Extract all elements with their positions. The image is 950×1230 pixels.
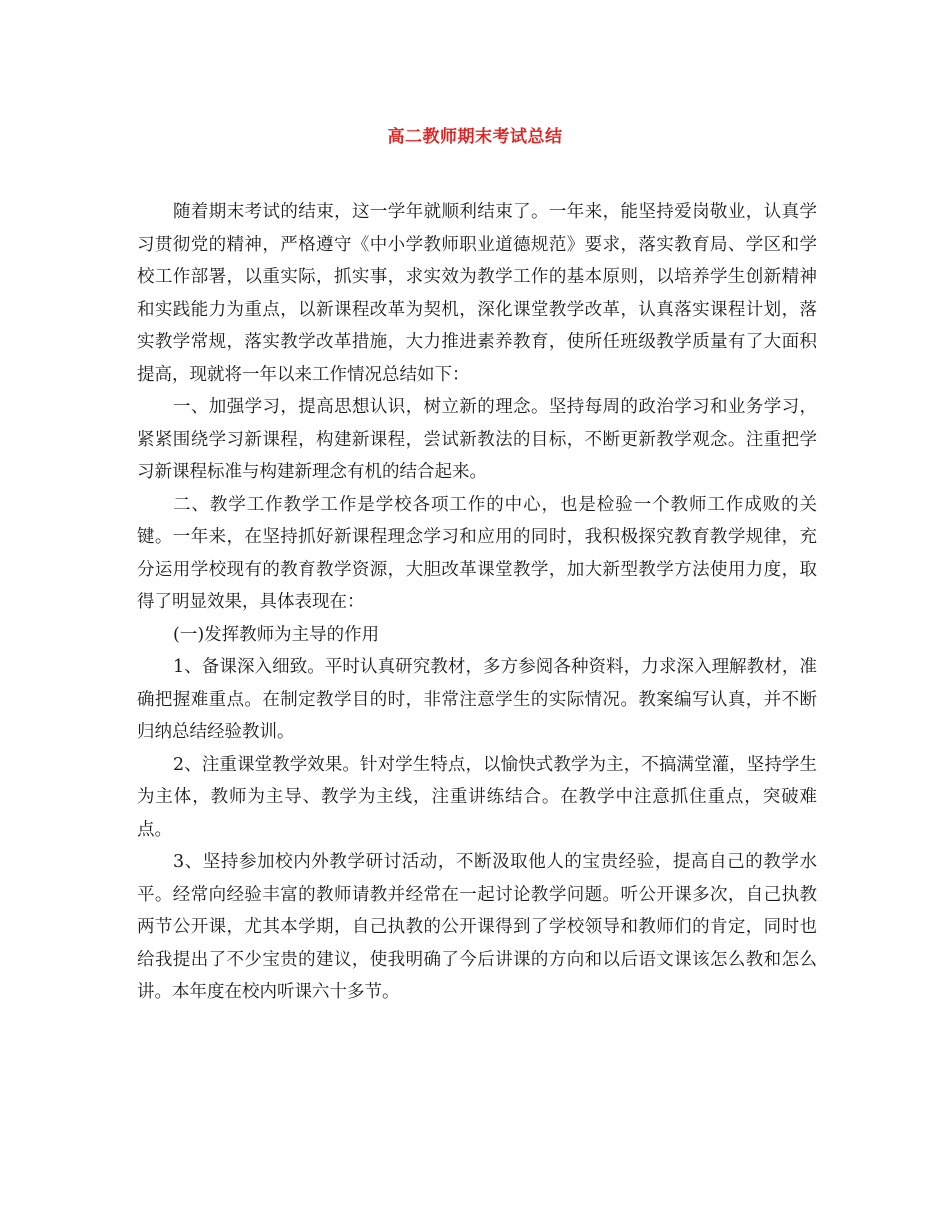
paragraph-item-3: 3、坚持参加校内外教学研讨活动，不断汲取他人的宝贵经验，提高自己的教学水平。经常向经验丰富的教师请教并经常在一起讨论教学问题。听公开课多次，自己执教两节公开课，尤其本学期，自己执教的公开课得到了学校领导和教师们的肯定，同时也给我提出了不少宝贵的建议，使我明确了今后讲课的方向和以后语文课该怎么教和怎么讲。本年度在校内听课六十多节。 xyxy=(137,852,817,1002)
paragraph-item-1: 1、备课深入细致。平时认真研究教材，多方参阅各种资料，力求深入理解教材，准确把握难重点。在制定教学目的时，非常注意学生的实际情况。教案编写认真，并不断归纳总结经验教训。 xyxy=(137,657,817,742)
paragraph-item-2: 2、注重课堂教学效果。针对学生特点，以愉快式教学为主，不搞满堂灌，坚持学生为主体，教师为主导、教学为主线，注重讲练结合。在教学中注意抓住重点，突破难点。 xyxy=(137,754,817,840)
paragraph-intro: 随着期末考试的结束，这一学年就顺利结束了。一年来，能坚持爱岗敬业，认真学习贯彻党的精神，严格遵守《中小学教师职业道德规范》要求，落实教育局、学区和学校工作部署，以重实际，抓实事，求实效为教学工作的基本原则，以培养学生创新精神和实践能力为重点，以新课程改革为契机，深化课堂教学改革，认真落实课程计划，落实教学常规，落实教学改革措施，大力推进素养教育，使所任班级教学质量有了大面积提高，现就将一年以来工作情况总结如下： xyxy=(137,202,817,385)
paragraph-section-1: 一、加强学习，提高思想认识，树立新的理念。坚持每周的政治学习和业务学习，紧紧围绕学习新课程，构建新课程，尝试新教法的目标，不断更新教学观念。注重把学习新课程标准与构建新理念有机的结合起来。 xyxy=(137,397,817,482)
document-body xyxy=(137,196,817,1009)
document-title: 高二教师期末考试总结 xyxy=(387,127,563,147)
paragraph-subheading: (一)发挥教师为主导的作用 xyxy=(173,624,380,645)
paragraph-section-2: 二、教学工作教学工作是学校各项工作的中心，也是检验一个教师工作成败的关键。一年来，在坚持抓好新课程理念学习和应用的同时，我积极探究教育教学规律，充分运用学校现有的教育教学资源，大胆改革课堂教学，加大新型教学方法使用力度，取得了明显效果，具体表现在： xyxy=(137,494,817,612)
